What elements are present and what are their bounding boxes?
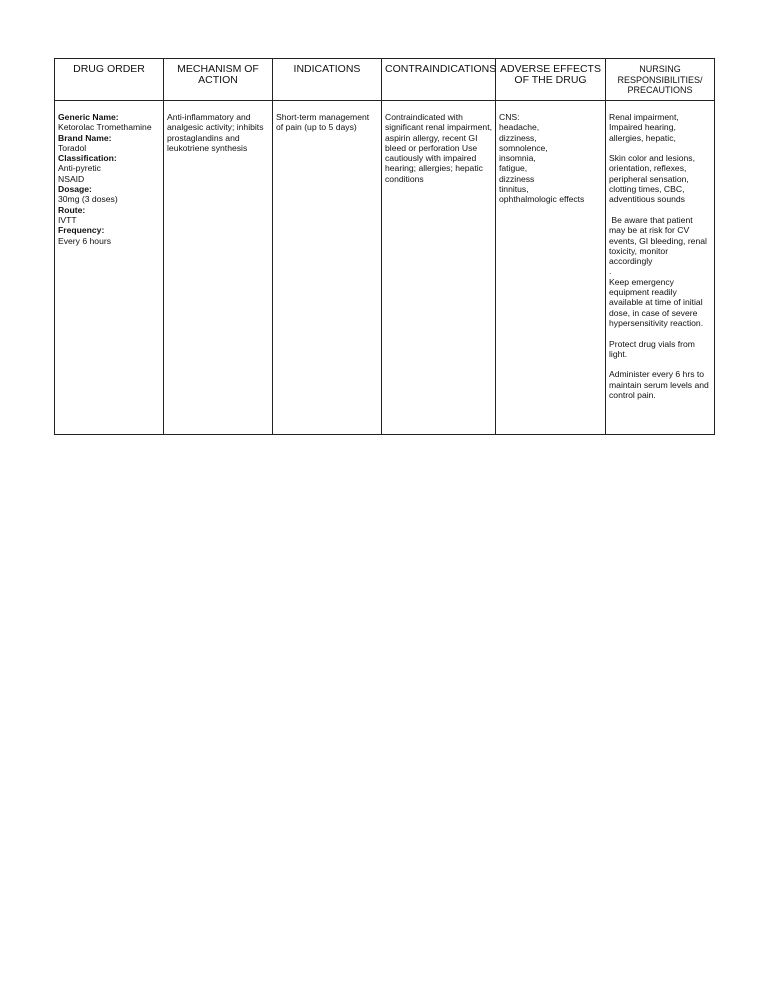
nursing-paragraph-5: Protect drug vials from light.	[609, 338, 695, 359]
frequency-value: Every 6 hours	[58, 235, 112, 246]
classification-value-1: Anti-pyretic	[58, 163, 101, 174]
paragraph-gap	[609, 359, 711, 369]
list-item: dizziness	[499, 173, 535, 184]
cell-contraindications	[382, 101, 496, 435]
adverse-heading: CNS:	[499, 112, 520, 122]
cell-nursing	[606, 101, 715, 435]
dosage-label: Dosage:	[58, 184, 92, 195]
nursing-paragraph-3: Be aware that patient may be at risk for CV events, GI bleeding, renal toxicity, monitor accordingly	[609, 214, 710, 267]
cell-indications	[273, 101, 382, 435]
header-nursing: NURSING RESPONSIBILITIES/ PRECAUTIONS	[606, 59, 715, 101]
list-item: dizziness,	[499, 132, 537, 143]
table-row	[55, 101, 715, 435]
route-value: IVTT	[58, 214, 77, 225]
header-indications: INDICATIONS	[273, 59, 382, 101]
nursing-paragraph-4: Keep emergency equipment readily available at time of initial dose, in case of severe hypersensitivity reaction.	[609, 276, 704, 328]
header-drug-order: DRUG ORDER	[55, 59, 164, 101]
header-adverse-effects: ADVERSE EFFECTS OF THE DRUG	[496, 59, 606, 101]
header-row	[55, 59, 715, 101]
nursing-paragraph-6: Administer every 6 hrs to maintain serum levels and control pain.	[609, 369, 709, 401]
contraindications-text: Contraindicated with significant renal impairment, aspirin allergy, recent GI bleed or perforation Use cautiously with impaired hearing; allergies; hepatic conditions	[385, 112, 492, 184]
route-label: Route:	[58, 204, 86, 215]
cell-mechanism	[164, 101, 273, 435]
cell-adverse-effects	[496, 101, 606, 435]
mechanism-text: Anti-inflammatory and analgesic activity; inhibits prostaglandins and leukotriene synthesis	[167, 112, 264, 153]
nursing-paragraph-3-end: .	[609, 266, 612, 277]
header-contraindications: CONTRAINDICATIONS	[382, 59, 496, 101]
classification-label: Classification:	[58, 153, 117, 164]
list-item: somnolence,	[499, 142, 548, 153]
indications-text: Short-term management of pain (up to 5 days)	[276, 112, 370, 133]
paragraph-gap	[609, 328, 711, 338]
nursing-paragraph-1: Renal impairment, Impaired hearing, allergies, hepatic,	[609, 112, 679, 143]
cell-drug-order	[55, 101, 164, 435]
brand-name-value: Toradol	[58, 142, 87, 153]
nursing-paragraph-2: Skin color and lesions, orientation, reflexes, peripheral sensation, clotting times, CBC, adventitious sounds	[609, 153, 695, 205]
list-item: fatigue,	[499, 163, 528, 174]
list-item: tinnitus,	[499, 184, 529, 195]
list-item: insomnia,	[499, 153, 536, 164]
frequency-label: Frequency:	[58, 225, 105, 236]
drug-study-table	[54, 58, 715, 435]
paragraph-gap	[609, 205, 711, 215]
list-item: ophthalmologic effects	[499, 194, 585, 205]
classification-value-2: NSAID	[58, 173, 85, 184]
generic-name-value: Ketorolac Tromethamine	[58, 122, 152, 133]
dosage-value: 30mg (3 doses)	[58, 194, 118, 205]
generic-name-label: Generic Name:	[58, 112, 119, 122]
brand-name-label: Brand Name:	[58, 132, 112, 143]
paragraph-gap	[609, 143, 711, 153]
list-item: headache,	[499, 122, 540, 133]
header-mechanism: MECHANISM OF ACTION	[164, 59, 273, 101]
